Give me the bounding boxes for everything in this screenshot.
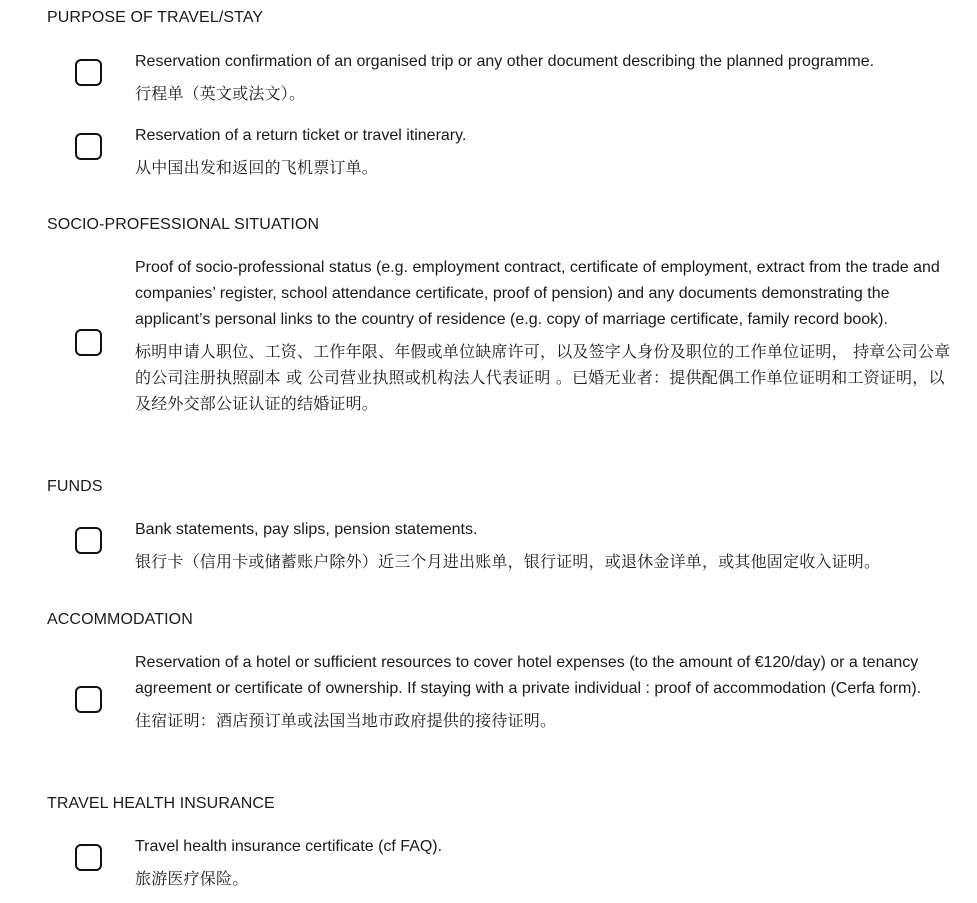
item-text-zh: 旅游医疗保险。 xyxy=(135,869,249,888)
section-title: TRAVEL HEALTH INSURANCE xyxy=(47,795,275,812)
checkbox[interactable] xyxy=(75,329,102,356)
item-text-en: Reservation of a return ticket or travel itinerary. xyxy=(135,127,467,144)
section-title: ACCOMMODATION xyxy=(47,611,193,628)
item-text-en: Travel health insurance certificate (cf FAQ). xyxy=(135,838,443,855)
checkbox[interactable] xyxy=(75,527,102,554)
item-text-zh: 从中国出发和返回的飞机票订单。 xyxy=(135,158,379,177)
item-text-zh: 住宿证明：酒店预订单或法国当地市政府提供的接待证明。 xyxy=(135,711,557,730)
item-text-en: Bank statements, pay slips, pension statements. xyxy=(135,521,478,538)
item-text-en: Reservation of a hotel or sufficient resources to cover hotel expenses (to the amount of €120/day) or a tenancy agreement or certificate of ownership. If staying with a private individual : proof of accommodation (Cerfa form). xyxy=(135,654,922,697)
checkbox[interactable] xyxy=(75,686,102,713)
item-text xyxy=(135,650,955,734)
item-text-zh: 行程单（英文或法文）。 xyxy=(135,84,306,103)
item-text-en: Proof of socio-professional status (e.g. employment contract, certificate of employment, extract from the trade and companies’ register, school attendance certificate, proof of pension) and any documents demonstrating the applicant’s personal links to the country of residence (e.g. copy of marriage certificate, family record book). xyxy=(135,259,940,328)
checkbox[interactable] xyxy=(75,59,102,86)
item-text-zh: 标明申请人职位、工资、工作年限、年假或单位缺席许可，以及签字人身份及职位的工作单位证明， 持章公司公章的公司注册执照副本 或 公司营业执照或机构法人代表证明 。已婚无业者：提供配偶工作单位证明和工资证明，以及经外交部公证认证的结婚证明。 xyxy=(135,342,951,413)
item-text xyxy=(135,49,955,107)
section-title: FUNDS xyxy=(47,478,103,495)
item-text xyxy=(135,517,955,575)
item-text xyxy=(135,834,955,892)
section-title: SOCIO-PROFESSIONAL SITUATION xyxy=(47,216,320,233)
item-text-zh: 银行卡（信用卡或储蓄账户除外）近三个月进出账单，银行证明，或退休金详单，或其他固定收入证明。 xyxy=(135,552,881,571)
checkbox[interactable] xyxy=(75,133,102,160)
item-text xyxy=(135,255,955,417)
item-text xyxy=(135,123,955,181)
item-text-en: Reservation confirmation of an organised trip or any other document describing the planned programme. xyxy=(135,53,875,70)
checkbox[interactable] xyxy=(75,844,102,871)
section-title: PURPOSE OF TRAVEL/STAY xyxy=(47,9,264,26)
